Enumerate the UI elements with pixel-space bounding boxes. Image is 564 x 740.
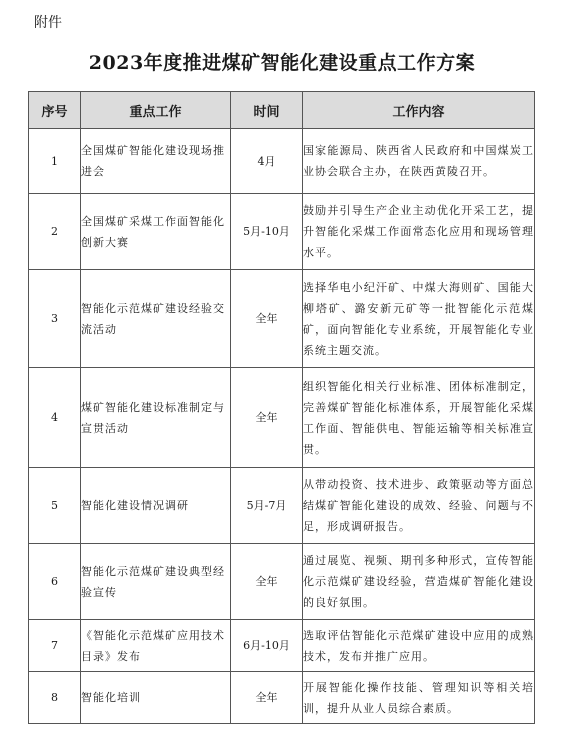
header-content: 工作内容 xyxy=(303,92,535,129)
row-time: 6月-10月 xyxy=(231,620,303,672)
row-no: 7 xyxy=(29,620,81,672)
row-time: 全年 xyxy=(231,672,303,724)
row-content: 鼓励并引导生产企业主动优化开采工艺，提升智能化采煤工作面常态化应用和现场管理水平。 xyxy=(303,194,535,270)
row-time: 全年 xyxy=(231,270,303,368)
table-row xyxy=(29,368,535,468)
row-content: 选择华电小纪汗矿、中煤大海则矿、国能大柳塔矿、潞安新元矿等一批智能化示范煤矿，面向智能化专业系统，开展智能化专业系统主题交流。 xyxy=(303,270,535,368)
row-no: 8 xyxy=(29,672,81,724)
table-row xyxy=(29,270,535,368)
header-no: 序号 xyxy=(29,92,81,129)
row-content: 开展智能化操作技能、管理知识等相关培训，提升从业人员综合素质。 xyxy=(303,672,535,724)
table-row xyxy=(29,672,535,724)
row-time: 4月 xyxy=(231,129,303,194)
document-title: 2023年度推进煤矿智能化建设重点工作方案 xyxy=(88,52,476,74)
row-time: 5月-7月 xyxy=(231,468,303,544)
row-task: 煤矿智能化建设标准制定与宣贯活动 xyxy=(81,368,231,468)
row-no: 3 xyxy=(29,270,81,368)
header-task: 重点工作 xyxy=(81,92,231,129)
table-header-row xyxy=(29,92,535,129)
row-no: 2 xyxy=(29,194,81,270)
table-row xyxy=(29,468,535,544)
row-time: 全年 xyxy=(231,544,303,620)
attachment-label: 附件 xyxy=(34,15,62,31)
row-task: 全国煤矿智能化建设现场推进会 xyxy=(81,129,231,194)
row-content: 选取评估智能化示范煤矿建设中应用的成熟技术，发布并推广应用。 xyxy=(303,620,535,672)
row-time: 5月-10月 xyxy=(231,194,303,270)
table-row xyxy=(29,129,535,194)
header-time: 时间 xyxy=(231,92,303,129)
row-task: 《智能化示范煤矿应用技术目录》发布 xyxy=(81,620,231,672)
row-task: 全国煤矿采煤工作面智能化创新大赛 xyxy=(81,194,231,270)
row-task: 智能化培训 xyxy=(81,672,231,724)
row-task: 智能化示范煤矿建设经验交流活动 xyxy=(81,270,231,368)
row-task: 智能化示范煤矿建设典型经验宣传 xyxy=(81,544,231,620)
row-time: 全年 xyxy=(231,368,303,468)
table-row xyxy=(29,194,535,270)
row-no: 4 xyxy=(29,368,81,468)
row-content: 从带动投资、技术进步、政策驱动等方面总结煤矿智能化建设的成效、经验、问题与不足，形成调研报告。 xyxy=(303,468,535,544)
row-task: 智能化建设情况调研 xyxy=(81,468,231,544)
row-content: 通过展览、视频、期刊多种形式，宣传智能化示范煤矿建设经验，营造煤矿智能化建设的良好氛围。 xyxy=(303,544,535,620)
row-no: 5 xyxy=(29,468,81,544)
row-no: 1 xyxy=(29,129,81,194)
work-plan-table xyxy=(28,91,535,724)
row-content: 组织智能化相关行业标准、团体标准制定，完善煤矿智能化标准体系，开展智能化采煤工作面、智能供电、智能运输等相关标准宣贯。 xyxy=(303,368,535,468)
table-row xyxy=(29,544,535,620)
row-content: 国家能源局、陕西省人民政府和中国煤炭工业协会联合主办，在陕西黄陵召开。 xyxy=(303,129,535,194)
table-row xyxy=(29,620,535,672)
row-no: 6 xyxy=(29,544,81,620)
